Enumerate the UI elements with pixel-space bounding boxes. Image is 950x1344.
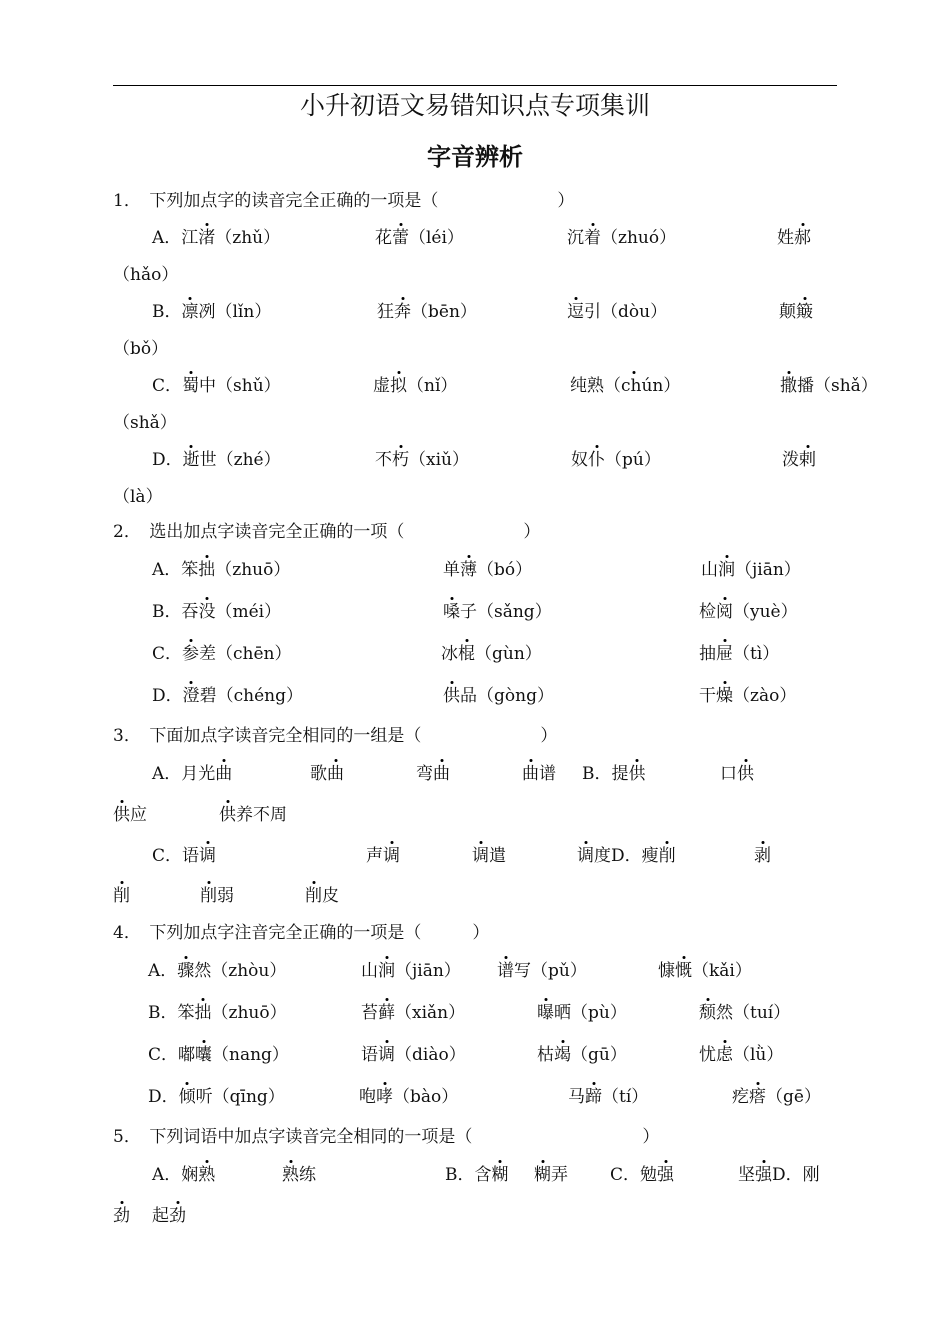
q1-option-d-1: D．逝世（zhé）: [152, 450, 281, 470]
q3-option-a-2: 歌曲: [310, 764, 344, 784]
q5-option-d-1: 劲: [113, 1206, 130, 1226]
q1-option-c-1: C．蜀中（shǔ）: [152, 376, 281, 396]
q3-option-b-4: 供养不周: [219, 805, 287, 825]
q5-option-a-1: A．娴熟: [152, 1165, 216, 1185]
question-2-stem: 2． 选出加点字读音完全正确的一项（ ）: [113, 522, 541, 542]
q1-option-b-2: 狂奔（bēn）: [377, 302, 477, 322]
q3-option-d-5: 削皮: [305, 886, 339, 906]
q1-option-b-4: 颠簸: [779, 302, 813, 322]
q2-option-b-3: 检阅（yuè）: [699, 602, 798, 622]
q1-option-c-4: 撒播（shǎ）: [780, 376, 878, 396]
q4-option-b-2: 苔藓（xiǎn）: [361, 1003, 466, 1023]
q3-option-b-3: 供应: [113, 805, 147, 825]
q4-option-d-1: D．倾听（qīng）: [148, 1087, 285, 1107]
q2-option-c-2: 冰棍（gùn）: [441, 644, 542, 664]
q4-option-d-3: 马蹄（tí）: [568, 1087, 649, 1107]
q3-option-a-1: A．月光曲: [152, 764, 233, 784]
q4-option-b-3: 曝晒（pù）: [537, 1003, 627, 1023]
top-rule: [113, 85, 837, 86]
q4-option-c-1: C．嘟囔（nang）: [148, 1045, 289, 1065]
question-3-stem: 3． 下面加点字读音完全相同的一组是（ ）: [113, 726, 558, 746]
section-title: 字音辨析: [427, 143, 523, 171]
q5-option-c-2: 坚强D．刚: [738, 1165, 820, 1185]
q5-option-c-1: C．勉强: [610, 1165, 675, 1185]
page-title: 小升初语文易错知识点专项集训: [299, 91, 650, 120]
question-1-stem: 1． 下列加点字的读音完全正确的一项是（ ）: [113, 191, 575, 211]
q1-option-a-4: 姓郝: [777, 228, 811, 248]
q3-option-d-2: 剥: [754, 846, 771, 866]
q2-option-a-3: 山涧（jiān）: [701, 560, 801, 580]
q2-option-a-1: A．笨拙（zhuō）: [152, 560, 291, 580]
q4-option-c-3: 枯竭（gū）: [537, 1045, 627, 1065]
q5-option-a-2: 熟练: [282, 1165, 316, 1185]
q1-option-a-2: 花蕾（léi）: [375, 228, 464, 248]
question-4-stem: 4． 下列加点字注音完全正确的一项是（ ）: [113, 923, 490, 943]
q1-option-d-3: 奴仆（pú）: [571, 450, 661, 470]
q1-option-a-4-pinyin: （hǎo）: [113, 265, 179, 285]
q2-option-c-3: 抽屉（tì）: [699, 644, 780, 664]
q3-option-b-2: 口供: [720, 764, 754, 784]
q4-option-d-2: 咆哮（bào）: [359, 1087, 459, 1107]
q1-option-d-4-pinyin: （là）: [113, 487, 163, 507]
q1-option-b-3: 逗引（dòu）: [567, 302, 668, 322]
q4-option-a-4: 慷慨（kǎi）: [658, 961, 752, 981]
q3-option-d-3: 削: [113, 886, 130, 906]
q4-option-b-4: 颓然（tuí）: [699, 1003, 791, 1023]
q5-option-b-2: 糊弄: [534, 1165, 568, 1185]
q3-option-d-4: 削弱: [200, 886, 234, 906]
q1-option-d-2: 不朽（xiǔ）: [375, 450, 469, 470]
q4-option-a-2: 山涧（jiān）: [361, 961, 461, 981]
q3-option-b-1: B．提供: [582, 764, 646, 784]
q2-option-d-3: 干燥（zào）: [699, 686, 797, 706]
q3-option-a-4: 曲谱: [522, 764, 556, 784]
q4-option-c-4: 忧虑（lǜ）: [699, 1045, 784, 1065]
q3-option-a-3: 弯曲: [416, 764, 450, 784]
q4-option-b-1: B．笨拙（zhuō）: [148, 1003, 287, 1023]
q4-option-a-1: A．骤然（zhòu）: [148, 961, 287, 981]
q1-option-b-1: B．凛冽（lǐn）: [152, 302, 272, 322]
q3-option-c-1: C．语调: [152, 846, 217, 866]
q1-option-c-2: 虚拟（nǐ）: [373, 376, 458, 396]
q3-option-c-2: 声调: [366, 846, 400, 866]
q1-option-a-3: 沉着（zhuó）: [567, 228, 677, 248]
q4-option-c-2: 语调（diào）: [361, 1045, 466, 1065]
q2-option-a-2: 单薄（bó）: [443, 560, 533, 580]
q2-option-b-2: 嗓子（sǎng）: [443, 602, 552, 622]
q2-option-d-2: 供品（gòng）: [443, 686, 554, 706]
q3-option-c-3: 调遣: [472, 846, 506, 866]
q1-option-c-4-pinyin: （shǎ）: [113, 413, 177, 433]
q2-option-d-1: D．澄碧（chéng）: [152, 686, 304, 706]
question-5-stem: 5． 下列词语中加点字读音完全相同的一项是（ ）: [113, 1127, 660, 1147]
q1-option-d-4: 泼剌: [782, 450, 816, 470]
q4-option-a-3: 谱写（pǔ）: [497, 961, 587, 981]
q5-option-d-2: 起劲: [152, 1206, 186, 1226]
q1-option-a-1: A．江渚（zhǔ）: [152, 228, 281, 248]
q2-option-c-1: C．参差（chēn）: [152, 644, 292, 664]
q1-option-c-3: 纯熟（chún）: [570, 376, 681, 396]
q2-option-b-1: B．吞没（méi）: [152, 602, 282, 622]
q1-option-b-4-pinyin: （bǒ）: [113, 339, 169, 359]
q3-option-c-4: 调度D．瘦削: [577, 846, 676, 866]
q4-option-d-4: 疙瘩（gē）: [732, 1087, 821, 1107]
q5-option-b-1: B．含糊: [445, 1165, 509, 1185]
